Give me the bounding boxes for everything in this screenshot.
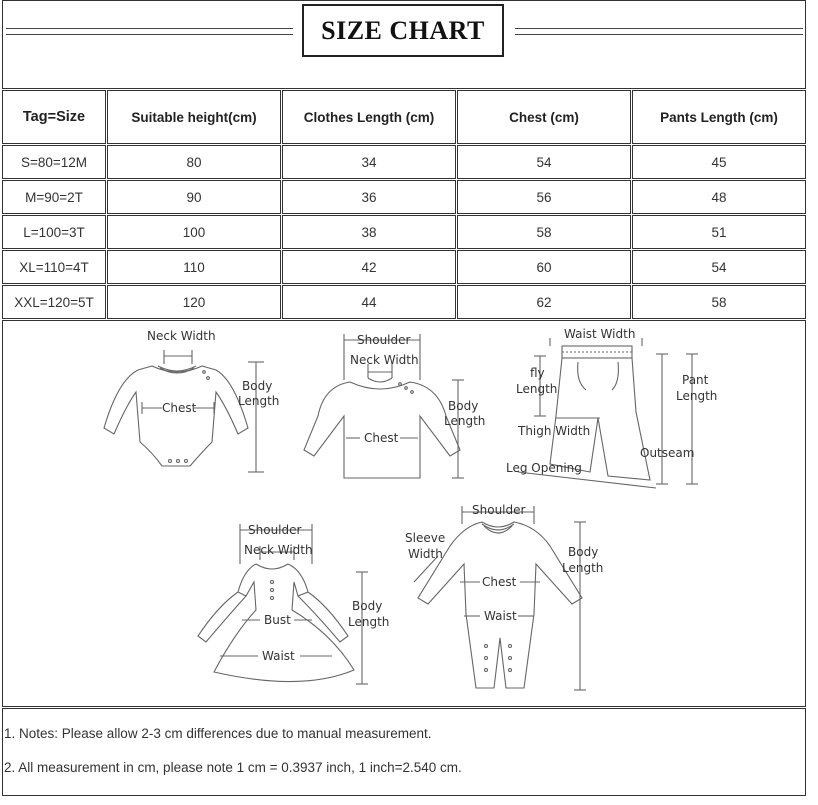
table-cell: 51 — [632, 215, 806, 249]
pants-leg-opening-label: Leg Opening — [506, 461, 582, 475]
romper-chest-label: Chest — [482, 575, 517, 589]
table-cell: XL=110=4T — [2, 250, 106, 284]
table-cell: 38 — [282, 215, 456, 249]
page-title: SIZE CHART — [321, 15, 485, 45]
table-cell: 60 — [457, 250, 631, 284]
table-cell: 120 — [107, 285, 281, 319]
table-cell: 45 — [632, 145, 806, 179]
pants-thigh-width-label: Thigh Width — [518, 424, 591, 438]
romper-sleeve-label: Sleeve — [405, 531, 446, 545]
header-rule-left-bottom — [6, 34, 293, 35]
header-rule-right-top — [515, 28, 803, 29]
title-box — [302, 4, 504, 57]
table-cell: 54 — [632, 250, 806, 284]
romper-width-label: Width — [408, 547, 443, 561]
dress-neck-width-label: Neck Width — [244, 543, 313, 557]
sweater-neck-width-label: Neck Width — [350, 353, 419, 367]
header-rule-left-top — [6, 28, 293, 29]
table-cell: 80 — [107, 145, 281, 179]
header-rule-right-bottom — [515, 34, 803, 35]
bodysuit-length-label: Length — [238, 394, 280, 408]
pants-pant-length-label: Length — [676, 389, 718, 403]
sweater-body-label: Body — [448, 399, 479, 413]
romper-waist-label: Waist — [484, 609, 517, 623]
romper-body-label: Body — [568, 545, 599, 559]
table-cell: XXL=120=5T — [2, 285, 106, 319]
table-cell: 100 — [107, 215, 281, 249]
table-cell: L=100=3T — [2, 215, 106, 249]
pants-outseam-label: Outseam — [640, 446, 695, 460]
table-cell: 54 — [457, 145, 631, 179]
dress-waist-label: Waist — [262, 649, 295, 663]
table-header-cell: Clothes Length (cm) — [282, 90, 456, 144]
table-cell: 44 — [282, 285, 456, 319]
table-cell: 58 — [632, 285, 806, 319]
romper-length-label: Length — [562, 561, 604, 575]
dress-bust-label: Bust — [264, 613, 291, 627]
table-cell: 48 — [632, 180, 806, 214]
table-cell: 110 — [107, 250, 281, 284]
table-header-cell: Chest (cm) — [457, 90, 631, 144]
dress-body-label: Body — [352, 599, 383, 613]
table-cell: 36 — [282, 180, 456, 214]
measurement-diagram — [2, 320, 806, 706]
table-header-cell: Pants Length (cm) — [632, 90, 806, 144]
table-cell: 62 — [457, 285, 631, 319]
romper-shoulder-label: Shoulder — [472, 503, 526, 517]
pants-waist-width-label: Waist Width — [564, 327, 636, 341]
sweater-chest-label: Chest — [364, 431, 399, 445]
sweater-shoulder-label: Shoulder — [357, 333, 411, 347]
pants-pant-label: Pant — [682, 373, 709, 387]
notes-frame — [2, 708, 806, 796]
table-cell: 56 — [457, 180, 631, 214]
pants-fly-length-label: Length — [516, 382, 558, 396]
table-cell: S=80=12M — [2, 145, 106, 179]
table-header-cell: Suitable height(cm) — [107, 90, 281, 144]
pants-fly-label: fly — [530, 366, 545, 380]
dress-length-label: Length — [348, 615, 390, 629]
table-cell: 58 — [457, 215, 631, 249]
note-line-2: 2. All measurement in cm, please note 1 cm = 0.3937 inch, 1 inch=2.540 cm. — [4, 760, 462, 775]
bodysuit-chest-label: Chest — [162, 401, 197, 415]
bodysuit-neck-width-label: Neck Width — [147, 329, 216, 343]
table-cell: 42 — [282, 250, 456, 284]
table-cell: 34 — [282, 145, 456, 179]
bodysuit-body-label: Body — [242, 379, 273, 393]
dress-shoulder-label: Shoulder — [248, 523, 302, 537]
table-header-cell: Tag=Size — [2, 90, 106, 144]
table-cell: 90 — [107, 180, 281, 214]
sweater-length-label: Length — [444, 414, 486, 428]
note-line-1: 1. Notes: Please allow 2-3 cm differences due to manual measurement. — [4, 726, 432, 741]
table-cell: M=90=2T — [2, 180, 106, 214]
